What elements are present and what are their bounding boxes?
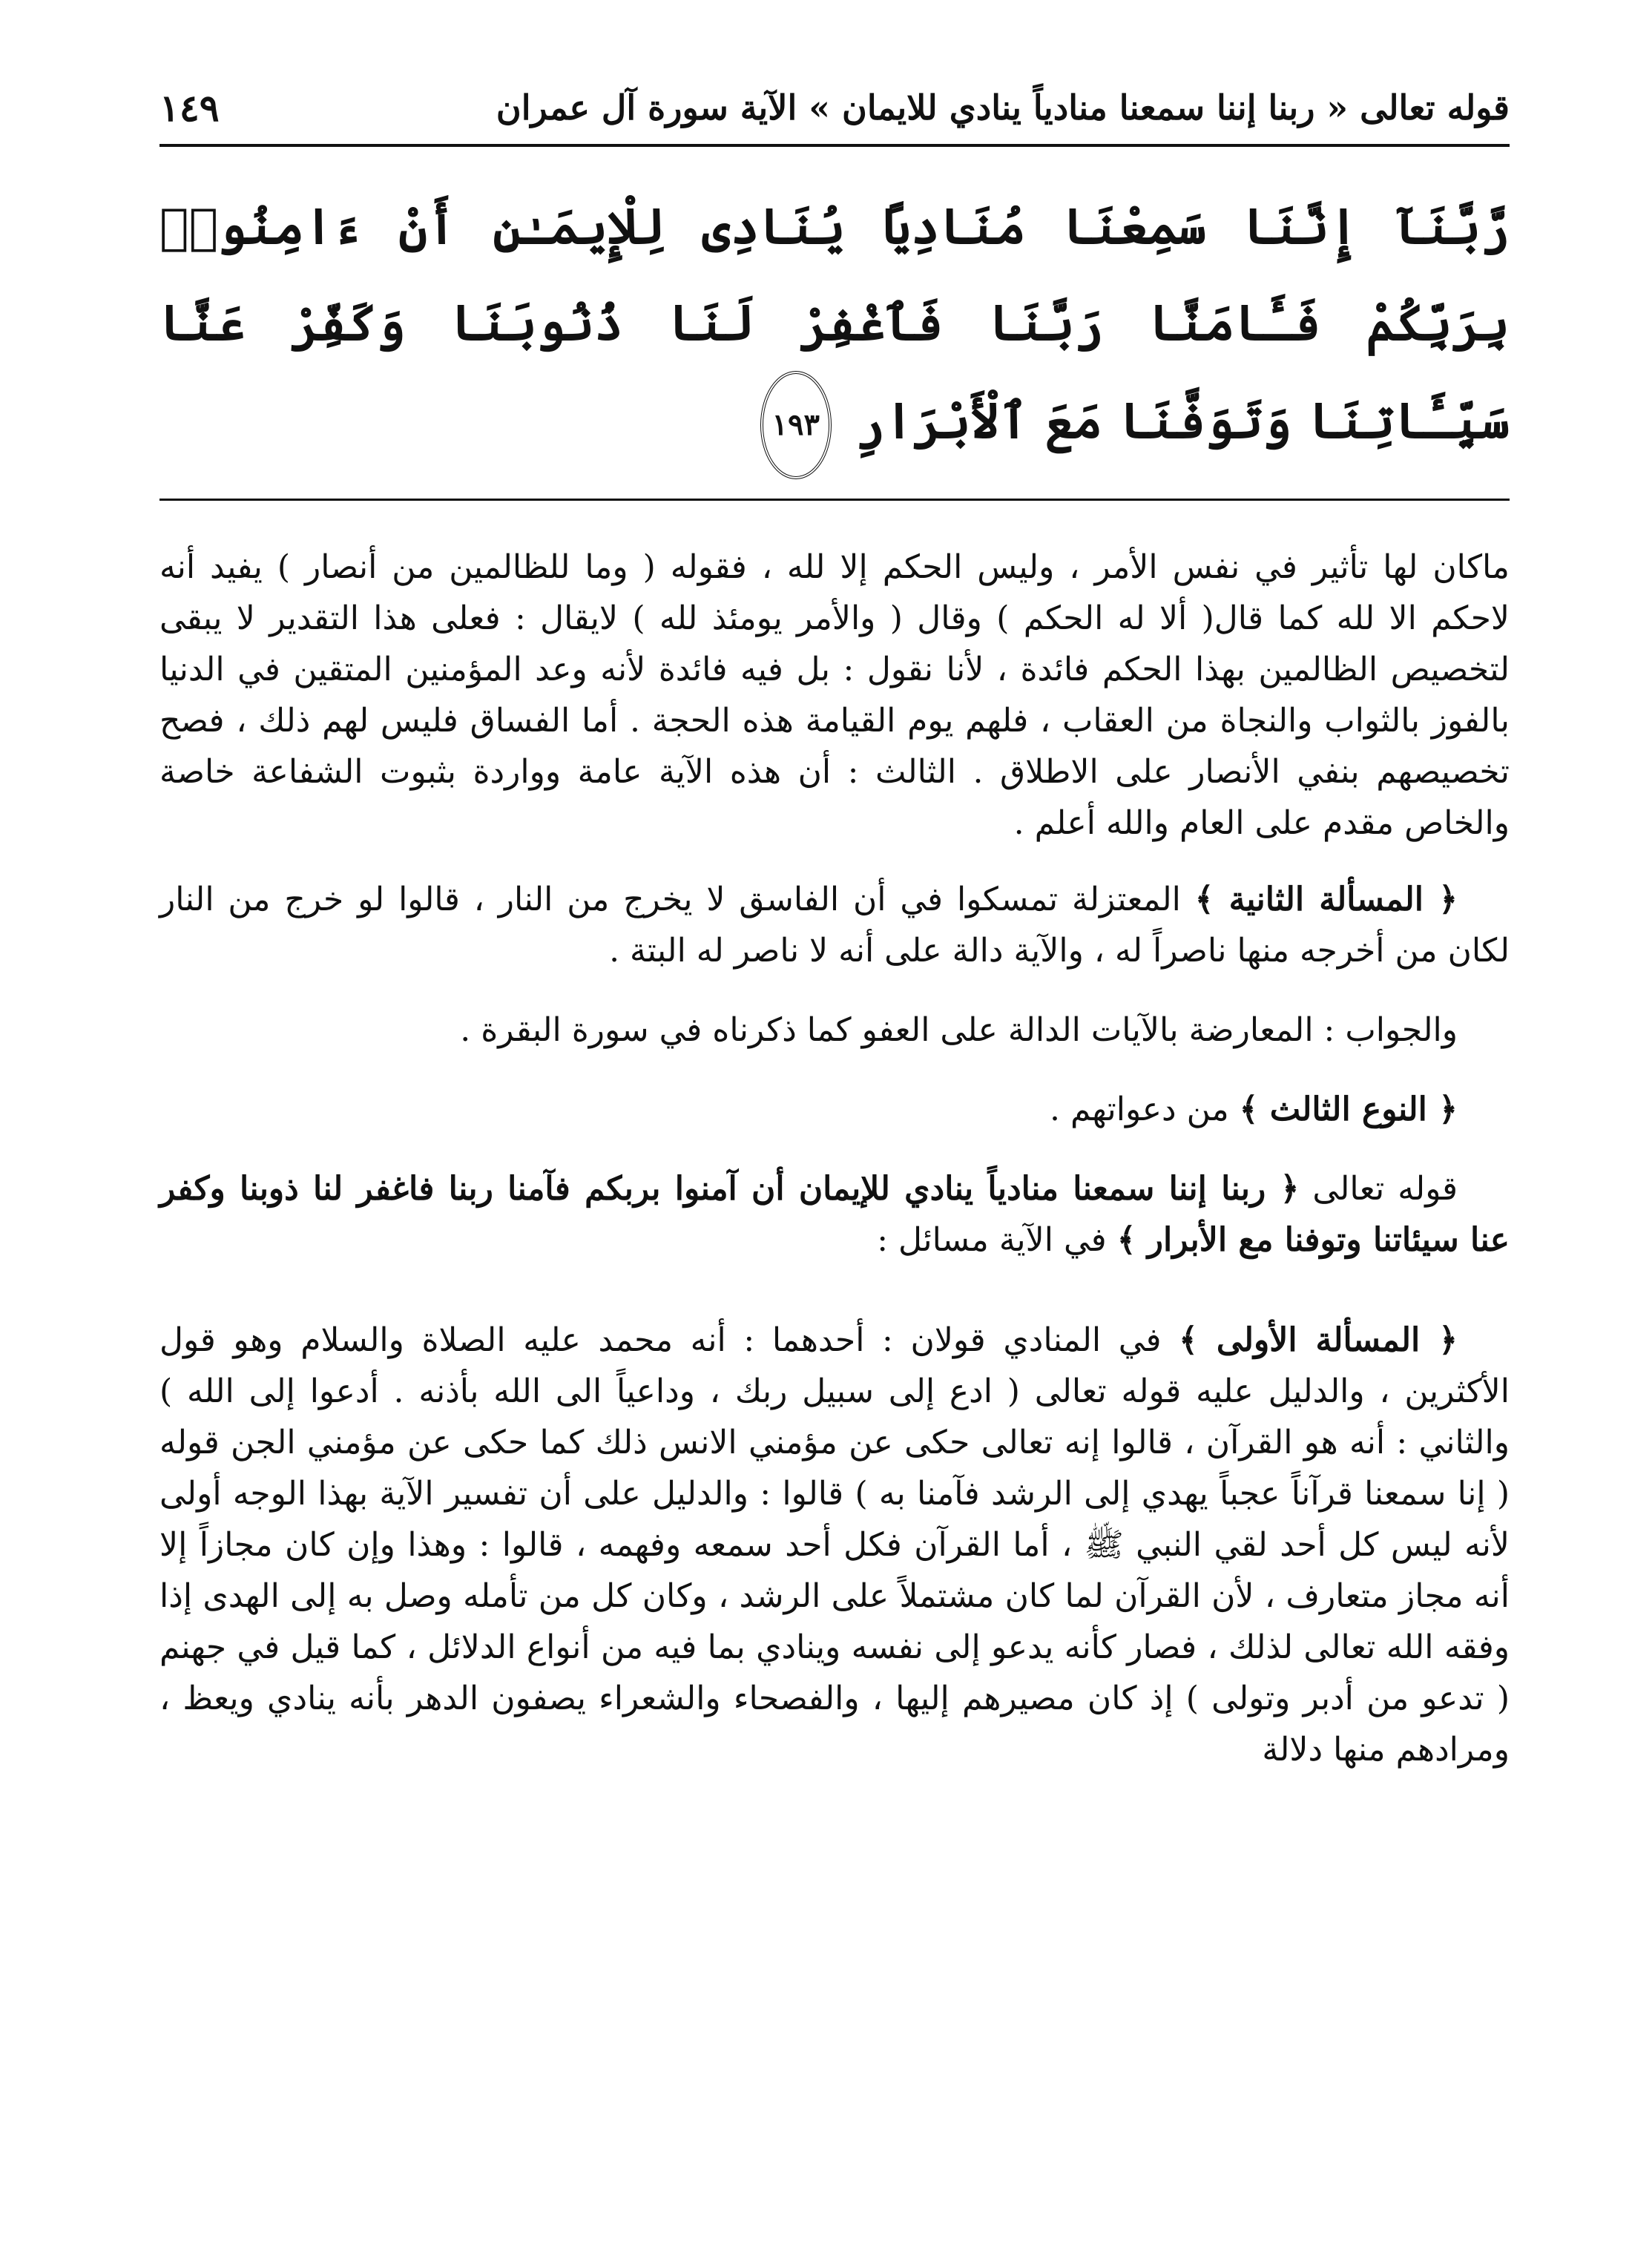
paragraph-2-text: المعتزلة تمسكوا في أن الفاسق لا يخرج من النار ، قالوا لو خرج من النار لكان من أخرجه منها ناصراً له ، والآية دالة على أنه لا ناصر له البتة . bbox=[159, 881, 1510, 970]
page-header bbox=[159, 74, 1510, 141]
paragraph-5 bbox=[159, 1163, 1510, 1266]
header-rule bbox=[159, 144, 1510, 147]
ayah-number-marker: ١٩٣ bbox=[760, 371, 832, 479]
verse-separator-rule bbox=[159, 499, 1510, 501]
running-title: قوله تعالى « ربنا إننا سمعنا منادياً ينادي للايمان » الآية سورة آل عمران bbox=[496, 88, 1510, 128]
paragraph-4-text: من دعواتهم . bbox=[1050, 1091, 1229, 1128]
verse-text: رَّبَّنَآ إِنَّنَا سَمِعْنَا مُنَادِيًا يُنَادِى لِلْإِيمَـٰنِ أَنْ ءَامِنُوا۟ بِرَبِّكُمْ فَـَٔامَنَّا رَبَّنَا فَٱغْفِرْ لَنَا ذُنُوبَنَا وَكَفِّرْ عَنَّا سَيِّـَٔاتِنَا وَتَوَفَّنَا مَعَ ٱلْأَبْرَارِ bbox=[159, 197, 1510, 450]
paragraph-2 bbox=[159, 874, 1510, 976]
paragraph-5-suffix: في الآية مسائل : bbox=[877, 1221, 1107, 1259]
quranic-verse bbox=[159, 178, 1510, 479]
section-label-second-issue: ﴿ المسألة الثانية ﴾ bbox=[1194, 881, 1458, 918]
paragraph-6 bbox=[159, 1315, 1510, 1775]
section-label-first-issue: ﴿ المسألة الأولى ﴾ bbox=[1179, 1321, 1458, 1359]
verse-quote: ﴿ ربنا إننا سمعنا منادياً ينادي للإيمان أن آمنوا بربكم فآمنا ربنا فاغفر لنا ذوبنا وكفر عنا سيئاتنا وتوفنا مع الأبرار ﴾ bbox=[159, 1170, 1510, 1259]
paragraph-5-prefix: قوله تعالى bbox=[1312, 1170, 1458, 1208]
paragraph-1: ماكان لها تأثير في نفس الأمر ، وليس الحكم إلا لله ، فقوله ( وما للظالمين من أنصار ) يفيد أنه لاحكم الا لله كما قال( ألا له الحكم ) وقال ( والأمر يومئذ لله ) لايقال : فعلى هذا التقدير لا يبقى لتخصيص الظالمين بهذا الحكم فائدة ، لأنا نقول : بل فيه فائدة لأنه وعد المؤمنين المتقين في الدنيا بالفوز بالثواب والنجاة من العقاب ، فلهم يوم القيامة هذه الحجة . أما الفساق فليس لهم ذلك ، فصح تخصيصهم بنفي الأنصار على الاطلاق . الثالث : أن هذه الآية عامة وواردة بثبوت الشفاعة خاصة والخاص مقدم على العام والله أعلم . bbox=[159, 548, 1510, 842]
paragraph-3: والجواب : المعارضة بالآيات الدالة على العفو كما ذكرناه في سورة البقرة . bbox=[460, 1011, 1458, 1049]
paragraph-4 bbox=[159, 1084, 1510, 1135]
commentary-body bbox=[159, 542, 1510, 1775]
page-number: ١٤٩ bbox=[159, 85, 220, 130]
section-label-third-type: ﴿ النوع الثالث ﴾ bbox=[1239, 1091, 1458, 1128]
paragraph-6-text: في المنادي قولان : أحدهما : أنه محمد عليه الصلاة والسلام وهو قول الأكثرين ، والدليل عليه قوله تعالى ( ادع إلى سبيل ربك ، وداعياً الى الله بأذنه . أدعوا إلى الله ) والثاني : أنه هو القرآن ، قالوا إنه تعالى حكى عن مؤمني الانس ذلك كما حكى عن مؤمني الجن قوله ( إنا سمعنا قرآناً عجباً يهدي إلى الرشد فآمنا به ) قالوا : والدليل على أن تفسير الآية بهذا الوجه أولى لأنه ليس كل أحد لقي النبي ﷺ ، أما القرآن فكل أحد سمعه وفهمه ، قالوا : وهذا وإن كان مجازاً إلا أنه مجاز متعارف ، لأن القرآن لما كان مشتملاً على الرشد ، وكان كل من تأمله وصل به إلى الهدى إذا وفقه الله تعالى لذلك ، فصار كأنه يدعو إلى نفسه وينادي بما فيه من أنواع الدلائل ، كما قيل في جهنم ( تدعو من أدبر وتولى ) إذ كان مصيرهم إليها ، والفصحاء والشعراء يصفون الدهر بأنه ينادي ويعظ ، ومرادهم منها دلالة bbox=[159, 1321, 1510, 1769]
